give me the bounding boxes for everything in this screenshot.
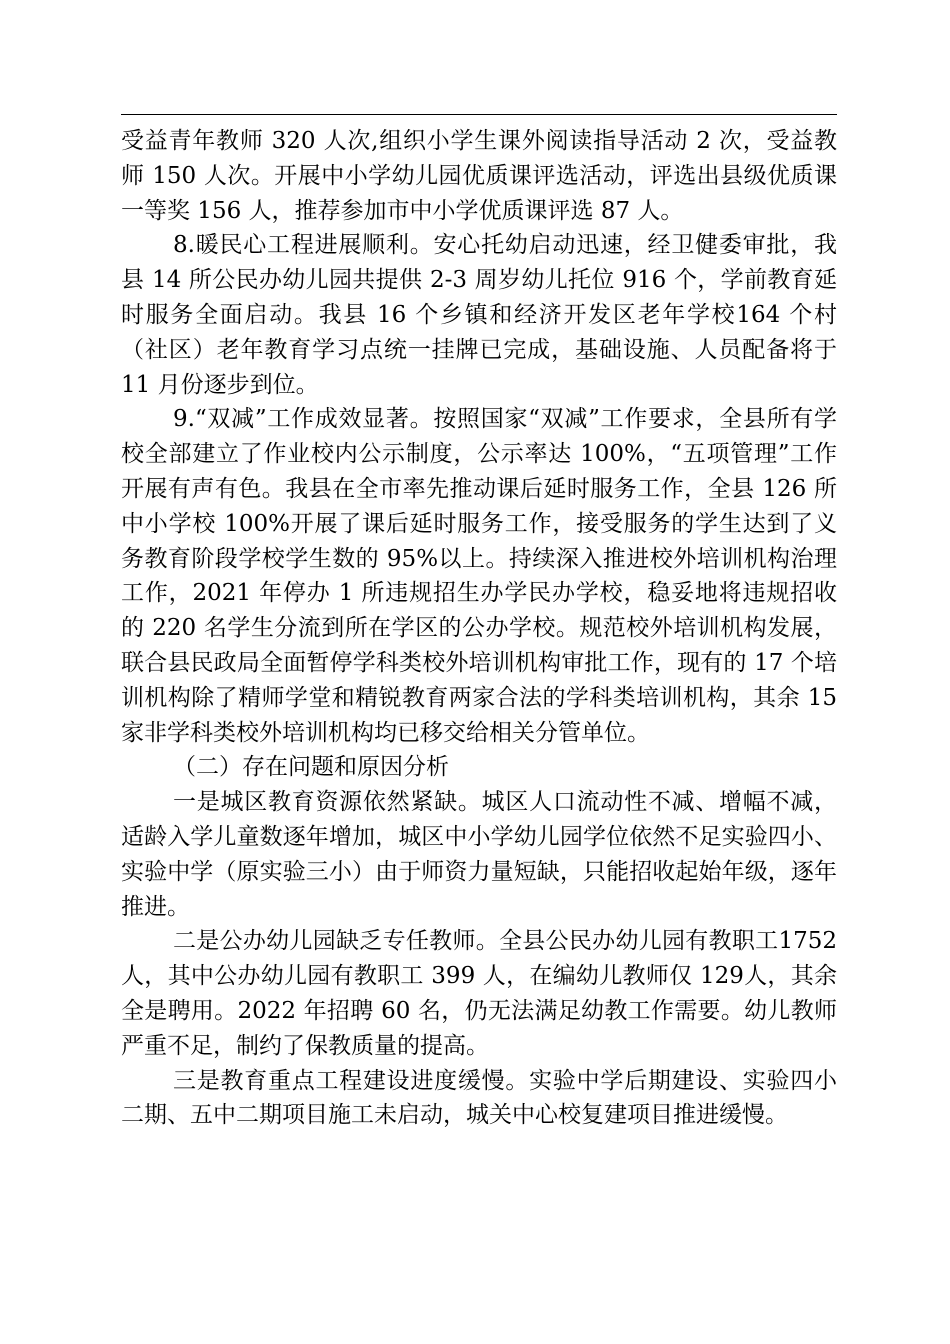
paragraph-continuation: 受益青年教师 320 人次,组织小学生课外阅读指导活动 2 次，受益教师 150 人次。开展中小学幼儿园优质课评选活动，评选出县级优质课一等奖 156 人，推荐参加市中小学优质课评选 87 人。: [121, 128, 837, 224]
paragraph-item-9: 9.“双减”工作成效显著。按照国家“双减”工作要求，全县所有学校全部建立了作业校内公示制度，公示率达 100%，“五项管理”工作开展有声有色。我县在全市率先推动课后延时服务工作，全县 126 所中小学校 100%开展了课后延时服务工作，接受服务的学生达到了义务教育阶段学校学生数的 95%以上。持续深入推进校外培训机构治理工作，2021 年停办 1 所违规招生办学民办学校，稳妥地将违规招收的 220 名学生分流到所在学区的公办学校。规范校外培训机构发展，联合县民政局全面暂停学科类校外培训机构审批工作，现有的 17 个培训机构除了精师学堂和精锐教育两家合法的学科类培训机构，其余 15 家非学科类校外培训机构均已移交给相关分管单位。: [121, 406, 837, 746]
paragraph-issue-2: 二是公办幼儿园缺乏专任教师。全县公民办幼儿园有教职工1752 人，其中公办幼儿园有教职工 399 人，在编幼儿教师仅 129人，其余全是聘用。2022 年招聘 60 名，仍无法满足幼教工作需要。幼儿教师严重不足，制约了保教质量的提高。: [121, 928, 837, 1059]
paragraph-issue-3: 三是教育重点工程建设进度缓慢。实验中学后期建设、实验四小二期、五中二期项目施工未启动，城关中心校复建项目推进缓慢。: [121, 1067, 837, 1129]
document-body: [121, 124, 837, 1133]
paragraph-item-8: 8.暖民心工程进展顺利。安心托幼启动迅速，经卫健委审批，我县 14 所公民办幼儿园共提供 2-3 周岁幼儿托位 916 个，学前教育延时服务全面启动。我县 16 个乡镇和经济开发区老年学校164 个村（社区）老年教育学习点统一挂牌已完成，基础设施、人员配备将于 11 月份逐步到位。: [121, 232, 837, 398]
section-heading: （二）存在问题和原因分析: [173, 754, 449, 781]
paragraph-issue-1: 一是城区教育资源依然紧缺。城区人口流动性不减、增幅不减，适龄入学儿童数逐年增加，城区中小学幼儿园学位依然不足实验四小、实验中学（原实验三小）由于师资力量短缺，只能招收起始年级，逐年推进。: [121, 789, 837, 920]
header-rule: [121, 114, 837, 115]
